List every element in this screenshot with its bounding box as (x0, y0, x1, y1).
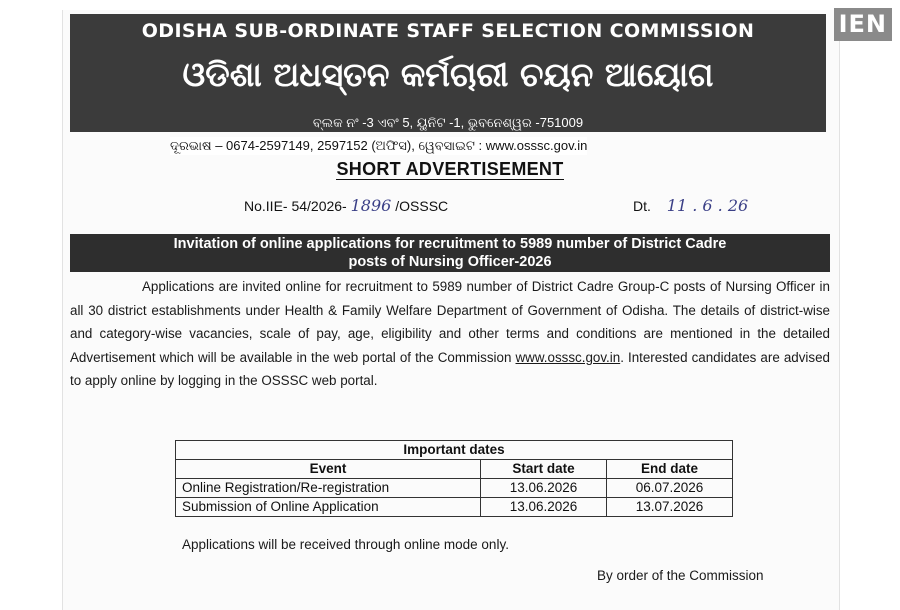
reference-handwritten-number: 1896 (350, 196, 392, 215)
online-mode-note: Applications will be received through online mode only. (182, 537, 509, 552)
commission-header (70, 14, 826, 132)
invitation-banner (70, 234, 830, 272)
column-header-start-date: Start date (481, 460, 607, 479)
end-date-cell: 13.07.2026 (607, 498, 733, 517)
column-header-end-date: End date (607, 460, 733, 479)
commission-url-link[interactable]: www.osssc.gov.in (515, 349, 621, 365)
column-header-event: Event (176, 460, 481, 479)
reference-prefix: No.IIE- 54/2026- (244, 198, 347, 214)
important-dates-table (175, 440, 733, 517)
publisher-badge: IEN (834, 8, 892, 41)
advertisement-body (70, 275, 830, 393)
reference-date (633, 196, 748, 215)
date-label: Dt. (633, 198, 651, 214)
order-signature-line: By order of the Commission (597, 568, 764, 583)
event-cell: Online Registration/Re-registration (176, 479, 481, 498)
invitation-line-1: Invitation of online applications for recruitment to 5989 number of District Cadre (173, 236, 727, 252)
table-row (176, 498, 733, 517)
body-text: Applications are invited online for recruitment to 5989 number of District Cadre Group-C posts of Nursing Officer in all 30 district establishments under Health & Family Welfare Department of Government of Odisha. The details of district-wise and category-wise vacancies, scale of pay, age, eligibility and other terms and conditions are mentioned in the detailed Advertisement which will be available in the web portal of the Commission (70, 279, 830, 365)
commission-title-english: ODISHA SUB-ORDINATE STAFF SELECTION COMMISSION (141, 20, 755, 42)
start-date-cell: 13.06.2026 (481, 479, 607, 498)
commission-address: ବ୍ଲକ ନଂ -3 ଏବଂ 5, ୟୁନିଟ -1, ଭୁବନେଶ୍ୱର -751009 (312, 115, 584, 130)
commission-contact: ଦୂରଭାଷ – 0674-2597149, 2597152 (ଅଫିସ), ୱେବସାଇଟ : www.osssc.gov.in (170, 138, 588, 153)
date-handwritten: 11 . 6 . 26 (666, 196, 749, 215)
reference-number (244, 196, 448, 215)
invitation-line-2: posts of Nursing Officer-2026 (348, 254, 552, 270)
short-advertisement-label: SHORT ADVERTISEMENT (336, 159, 564, 179)
table-row (176, 479, 733, 498)
start-date-cell: 13.06.2026 (481, 498, 607, 517)
table-title-row (176, 441, 733, 460)
table-title: Important dates (176, 441, 733, 460)
short-advertisement-heading (0, 159, 900, 180)
end-date-cell: 06.07.2026 (607, 479, 733, 498)
table-header-row (176, 460, 733, 479)
event-cell: Submission of Online Application (176, 498, 481, 517)
reference-suffix: /OSSSC (395, 198, 449, 214)
commission-title-odia: ଓଡିଶା ଅଧସ୍ତନ କର୍ମଚାରୀ ଚୟନ ଆୟୋଗ (182, 55, 714, 94)
body-text-after: . Interested candidates are advised to apply online by logging in the OSSSC web portal. (70, 349, 830, 389)
